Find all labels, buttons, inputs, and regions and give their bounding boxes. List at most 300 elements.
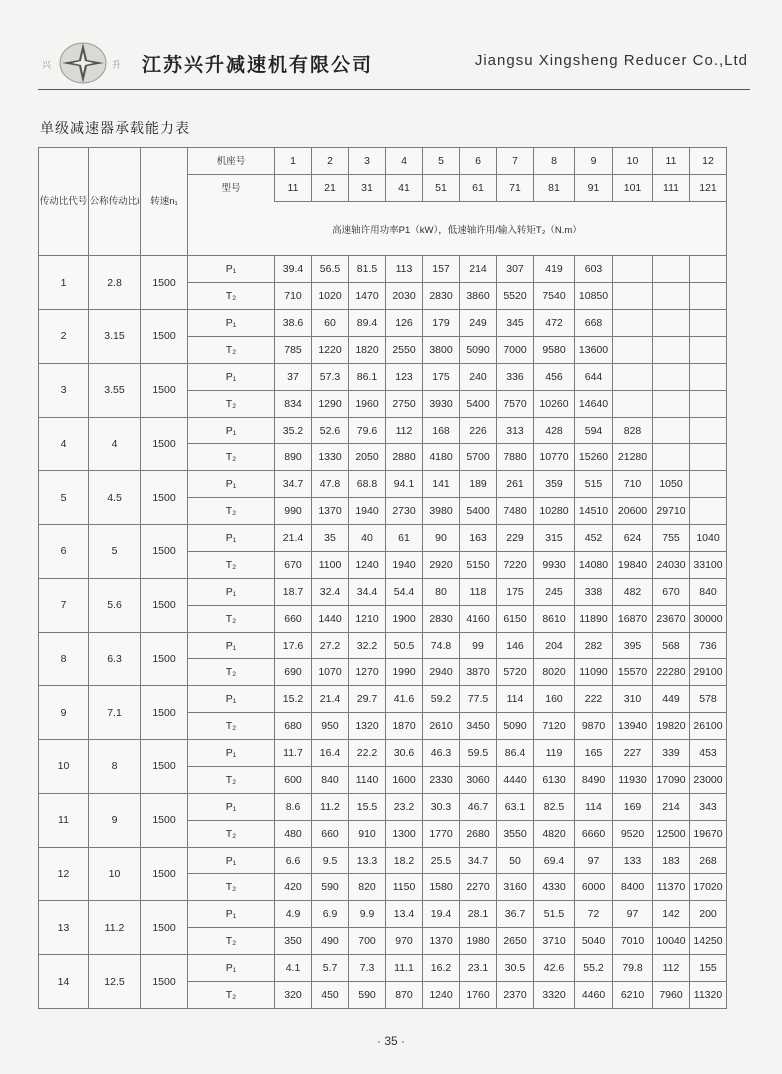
t2-value: 700 — [349, 928, 386, 955]
p1-value: 313 — [497, 417, 534, 444]
p1-value: 18.7 — [275, 578, 312, 605]
t2-value: 15260 — [575, 444, 613, 471]
p1-value: 200 — [690, 901, 727, 928]
t2-value: 2030 — [386, 283, 423, 310]
t2-value: 11370 — [653, 874, 690, 901]
nominal-ratio: 6.3 — [89, 632, 141, 686]
ratio-code: 1 — [39, 256, 89, 310]
input-speed: 1500 — [141, 363, 188, 417]
model-number: 41 — [386, 175, 423, 202]
t2-value: 7960 — [653, 981, 690, 1008]
t2-value: 1440 — [312, 605, 349, 632]
model-number: 91 — [575, 175, 613, 202]
t2-value: 350 — [275, 928, 312, 955]
t2-value: 22280 — [653, 659, 690, 686]
ratio-code: 13 — [39, 901, 89, 955]
t2-value — [690, 390, 727, 417]
table-row-p — [39, 686, 727, 713]
t2-value: 2650 — [497, 928, 534, 955]
model-number: 101 — [613, 175, 653, 202]
t2-value: 834 — [275, 390, 312, 417]
p1-value: 345 — [497, 310, 534, 337]
p1-label: P₁ — [188, 525, 275, 552]
t2-label: T₂ — [188, 820, 275, 847]
table-row-p — [39, 632, 727, 659]
p1-value: 214 — [460, 256, 497, 283]
p1-value: 240 — [460, 363, 497, 390]
frame-number: 2 — [312, 148, 349, 175]
p1-value: 69.4 — [534, 847, 575, 874]
t2-value: 2370 — [497, 981, 534, 1008]
p1-value: 4.9 — [275, 901, 312, 928]
t2-value: 2920 — [423, 551, 460, 578]
p1-label: P₁ — [188, 256, 275, 283]
p1-value — [690, 363, 727, 390]
t2-value: 1320 — [349, 713, 386, 740]
p1-value: 482 — [613, 578, 653, 605]
model-number: 21 — [312, 175, 349, 202]
p1-value: 28.1 — [460, 901, 497, 928]
p1-value: 6.6 — [275, 847, 312, 874]
nominal-ratio: 4.5 — [89, 471, 141, 525]
t2-value — [613, 336, 653, 363]
t2-value: 2730 — [386, 498, 423, 525]
t2-value: 1770 — [423, 820, 460, 847]
t2-value: 26100 — [690, 713, 727, 740]
p1-value: 112 — [653, 955, 690, 982]
company-logo-icon — [38, 40, 153, 86]
t2-value: 11930 — [613, 766, 653, 793]
t2-value: 1940 — [386, 551, 423, 578]
t2-value: 5150 — [460, 551, 497, 578]
p1-value: 261 — [497, 471, 534, 498]
p1-value: 42.6 — [534, 955, 575, 982]
frame-number: 4 — [386, 148, 423, 175]
t2-value: 4820 — [534, 820, 575, 847]
t2-value: 7570 — [497, 390, 534, 417]
t2-value: 21280 — [613, 444, 653, 471]
t2-value: 9520 — [613, 820, 653, 847]
t2-value: 5040 — [575, 928, 613, 955]
ratio-code: 10 — [39, 740, 89, 794]
page-header — [38, 36, 750, 90]
col-header-code: 传动比代号 — [39, 148, 89, 256]
p1-label: P₁ — [188, 686, 275, 713]
p1-value: 82.5 — [534, 793, 575, 820]
p1-value: 50.5 — [386, 632, 423, 659]
t2-value: 17090 — [653, 766, 690, 793]
t2-value: 1990 — [386, 659, 423, 686]
t2-value: 1290 — [312, 390, 349, 417]
p1-value: 36.7 — [497, 901, 534, 928]
t2-value: 890 — [275, 444, 312, 471]
t2-value: 19840 — [613, 551, 653, 578]
p1-value: 60 — [312, 310, 349, 337]
t2-value: 1240 — [349, 551, 386, 578]
t2-value: 3710 — [534, 928, 575, 955]
t2-value: 6150 — [497, 605, 534, 632]
col-header-speed: 转速n₁ — [141, 148, 188, 256]
t2-value: 1820 — [349, 336, 386, 363]
t2-value: 1150 — [386, 874, 423, 901]
logo-char-left: 兴 — [42, 61, 52, 71]
p1-value: 644 — [575, 363, 613, 390]
p1-value: 47.8 — [312, 471, 349, 498]
p1-value: 359 — [534, 471, 575, 498]
p1-value: 57.3 — [312, 363, 349, 390]
p1-value: 603 — [575, 256, 613, 283]
t2-value: 11090 — [575, 659, 613, 686]
t2-value: 1100 — [312, 551, 349, 578]
p1-value: 61 — [386, 525, 423, 552]
p1-value: 30.3 — [423, 793, 460, 820]
t2-value: 12500 — [653, 820, 690, 847]
ratio-code: 12 — [39, 847, 89, 901]
p1-value: 59.5 — [460, 740, 497, 767]
p1-value: 226 — [460, 417, 497, 444]
t2-value: 6210 — [613, 981, 653, 1008]
t2-value: 2610 — [423, 713, 460, 740]
t2-value: 5400 — [460, 390, 497, 417]
p1-value: 72 — [575, 901, 613, 928]
frame-number: 12 — [690, 148, 727, 175]
p1-value: 449 — [653, 686, 690, 713]
t2-value: 2680 — [460, 820, 497, 847]
p1-value: 1050 — [653, 471, 690, 498]
t2-value: 840 — [312, 766, 349, 793]
nominal-ratio: 5 — [89, 525, 141, 579]
t2-value: 14510 — [575, 498, 613, 525]
p1-value: 80 — [423, 578, 460, 605]
t2-value: 10040 — [653, 928, 690, 955]
model-number: 81 — [534, 175, 575, 202]
model-number: 11 — [275, 175, 312, 202]
page-number: · 35 · — [376, 1034, 405, 1048]
p1-value: 133 — [613, 847, 653, 874]
p1-label: P₁ — [188, 310, 275, 337]
t2-value: 2550 — [386, 336, 423, 363]
p1-value: 114 — [575, 793, 613, 820]
frame-number: 7 — [497, 148, 534, 175]
model-label: 型号 — [188, 175, 275, 202]
t2-value: 7220 — [497, 551, 534, 578]
t2-value: 670 — [275, 551, 312, 578]
input-speed: 1500 — [141, 740, 188, 794]
t2-label: T₂ — [188, 283, 275, 310]
input-speed: 1500 — [141, 901, 188, 955]
p1-value: 86.4 — [497, 740, 534, 767]
t2-label: T₂ — [188, 928, 275, 955]
t2-value: 10260 — [534, 390, 575, 417]
t2-value: 1600 — [386, 766, 423, 793]
p1-value: 11.2 — [312, 793, 349, 820]
p1-value: 395 — [613, 632, 653, 659]
p1-value: 315 — [534, 525, 575, 552]
p1-value: 222 — [575, 686, 613, 713]
p1-value: 168 — [423, 417, 460, 444]
t2-value: 1470 — [349, 283, 386, 310]
t2-value: 7540 — [534, 283, 575, 310]
p1-value: 30.6 — [386, 740, 423, 767]
t2-value: 2940 — [423, 659, 460, 686]
p1-value — [613, 310, 653, 337]
t2-value: 3930 — [423, 390, 460, 417]
ratio-code: 3 — [39, 363, 89, 417]
t2-value: 785 — [275, 336, 312, 363]
t2-value: 1220 — [312, 336, 349, 363]
p1-value: 268 — [690, 847, 727, 874]
t2-value: 13940 — [613, 713, 653, 740]
frame-number: 8 — [534, 148, 575, 175]
p1-value: 515 — [575, 471, 613, 498]
t2-value — [653, 444, 690, 471]
ratio-code: 7 — [39, 578, 89, 632]
p1-value: 214 — [653, 793, 690, 820]
p1-value: 710 — [613, 471, 653, 498]
t2-label: T₂ — [188, 444, 275, 471]
t2-value: 7120 — [534, 713, 575, 740]
t2-value: 14080 — [575, 551, 613, 578]
p1-value: 15.5 — [349, 793, 386, 820]
p1-value: 142 — [653, 901, 690, 928]
p1-value: 141 — [423, 471, 460, 498]
input-speed: 1500 — [141, 256, 188, 310]
table-row-p — [39, 847, 727, 874]
p1-value: 59.2 — [423, 686, 460, 713]
p1-value: 30.5 — [497, 955, 534, 982]
p1-value: 163 — [460, 525, 497, 552]
p1-value: 11.7 — [275, 740, 312, 767]
p1-value: 34.7 — [460, 847, 497, 874]
t2-value: 9580 — [534, 336, 575, 363]
t2-value: 1370 — [312, 498, 349, 525]
table-row-p — [39, 471, 727, 498]
p1-value: 227 — [613, 740, 653, 767]
p1-value — [690, 417, 727, 444]
input-speed: 1500 — [141, 417, 188, 471]
p1-value: 51.5 — [534, 901, 575, 928]
input-speed: 1500 — [141, 793, 188, 847]
p1-value: 79.8 — [613, 955, 653, 982]
p1-value: 229 — [497, 525, 534, 552]
t2-value: 950 — [312, 713, 349, 740]
p1-value: 50 — [497, 847, 534, 874]
t2-value: 990 — [275, 498, 312, 525]
p1-value: 16.2 — [423, 955, 460, 982]
t2-value: 2750 — [386, 390, 423, 417]
t2-value: 590 — [349, 981, 386, 1008]
p1-value: 23.2 — [386, 793, 423, 820]
frame-number: 3 — [349, 148, 386, 175]
p1-value: 56.5 — [312, 256, 349, 283]
t2-value: 5090 — [497, 713, 534, 740]
t2-value: 710 — [275, 283, 312, 310]
p1-value: 840 — [690, 578, 727, 605]
p1-value: 670 — [653, 578, 690, 605]
p1-value: 175 — [423, 363, 460, 390]
t2-value: 6660 — [575, 820, 613, 847]
frame-number: 6 — [460, 148, 497, 175]
t2-value: 10280 — [534, 498, 575, 525]
frame-header-row — [39, 148, 727, 175]
t2-value: 1330 — [312, 444, 349, 471]
t2-value: 820 — [349, 874, 386, 901]
nominal-ratio: 12.5 — [89, 955, 141, 1009]
p1-value: 17.6 — [275, 632, 312, 659]
p1-value: 99 — [460, 632, 497, 659]
t2-label: T₂ — [188, 766, 275, 793]
t2-value: 1870 — [386, 713, 423, 740]
section-title: 单级减速器承载能力表 — [40, 121, 190, 137]
t2-value: 690 — [275, 659, 312, 686]
p1-value: 112 — [386, 417, 423, 444]
t2-value: 480 — [275, 820, 312, 847]
p1-value: 18.2 — [386, 847, 423, 874]
t2-value: 9870 — [575, 713, 613, 740]
t2-value — [690, 336, 727, 363]
ratio-code: 4 — [39, 417, 89, 471]
input-speed: 1500 — [141, 525, 188, 579]
p1-value: 8.6 — [275, 793, 312, 820]
t2-value: 5400 — [460, 498, 497, 525]
p1-value: 21.4 — [275, 525, 312, 552]
t2-value: 13600 — [575, 336, 613, 363]
t2-label: T₂ — [188, 605, 275, 632]
t2-value: 680 — [275, 713, 312, 740]
input-speed: 1500 — [141, 955, 188, 1009]
p1-value: 568 — [653, 632, 690, 659]
t2-value: 8400 — [613, 874, 653, 901]
t2-value — [653, 336, 690, 363]
p1-value: 828 — [613, 417, 653, 444]
t2-label: T₂ — [188, 390, 275, 417]
t2-value: 600 — [275, 766, 312, 793]
t2-value: 2050 — [349, 444, 386, 471]
t2-value: 590 — [312, 874, 349, 901]
t2-value: 11890 — [575, 605, 613, 632]
p1-value: 123 — [386, 363, 423, 390]
t2-value: 5700 — [460, 444, 497, 471]
p1-value: 13.4 — [386, 901, 423, 928]
t2-value: 8020 — [534, 659, 575, 686]
t2-value: 2830 — [423, 283, 460, 310]
p1-value: 35 — [312, 525, 349, 552]
ratio-code: 5 — [39, 471, 89, 525]
p1-value: 16.4 — [312, 740, 349, 767]
p1-value: 594 — [575, 417, 613, 444]
nominal-ratio: 8 — [89, 740, 141, 794]
p1-value — [653, 417, 690, 444]
t2-value: 3860 — [460, 283, 497, 310]
company-name-cn: 江苏兴升减速机有限公司 — [142, 54, 374, 76]
t2-value: 8490 — [575, 766, 613, 793]
t2-value: 8610 — [534, 605, 575, 632]
t2-value: 1980 — [460, 928, 497, 955]
input-speed: 1500 — [141, 578, 188, 632]
t2-value: 1580 — [423, 874, 460, 901]
t2-value: 1940 — [349, 498, 386, 525]
ratio-code: 14 — [39, 955, 89, 1009]
t2-value: 1900 — [386, 605, 423, 632]
p1-value: 189 — [460, 471, 497, 498]
model-number: 71 — [497, 175, 534, 202]
t2-value: 5720 — [497, 659, 534, 686]
model-number: 121 — [690, 175, 727, 202]
p1-value: 27.2 — [312, 632, 349, 659]
p1-value: 29.7 — [349, 686, 386, 713]
t2-value: 3160 — [497, 874, 534, 901]
t2-label: T₂ — [188, 713, 275, 740]
t2-value: 3980 — [423, 498, 460, 525]
t2-label: T₂ — [188, 981, 275, 1008]
frame-number: 10 — [613, 148, 653, 175]
p1-value: 282 — [575, 632, 613, 659]
model-number: 111 — [653, 175, 690, 202]
model-number: 31 — [349, 175, 386, 202]
table-note: 高速轴许用功率P1（kW），低速轴许用/输入转矩T₂（N.m） — [188, 202, 727, 256]
p1-value: 165 — [575, 740, 613, 767]
t2-value: 4180 — [423, 444, 460, 471]
p1-value: 169 — [613, 793, 653, 820]
table-row-p — [39, 363, 727, 390]
p1-label: P₁ — [188, 955, 275, 982]
t2-value: 19670 — [690, 820, 727, 847]
t2-value: 11320 — [690, 981, 727, 1008]
p1-value: 74.8 — [423, 632, 460, 659]
p1-value: 157 — [423, 256, 460, 283]
t2-value: 490 — [312, 928, 349, 955]
input-speed: 1500 — [141, 471, 188, 525]
t2-value: 420 — [275, 874, 312, 901]
t2-value: 33100 — [690, 551, 727, 578]
t2-value: 2880 — [386, 444, 423, 471]
p1-value: 39.4 — [275, 256, 312, 283]
p1-value: 183 — [653, 847, 690, 874]
ratio-code: 8 — [39, 632, 89, 686]
p1-value: 338 — [575, 578, 613, 605]
t2-value: 9930 — [534, 551, 575, 578]
p1-value: 179 — [423, 310, 460, 337]
t2-value: 2830 — [423, 605, 460, 632]
ratio-code: 6 — [39, 525, 89, 579]
t2-value — [653, 283, 690, 310]
t2-value: 10770 — [534, 444, 575, 471]
t2-value: 7480 — [497, 498, 534, 525]
p1-value: 419 — [534, 256, 575, 283]
p1-value: 9.5 — [312, 847, 349, 874]
t2-label: T₂ — [188, 498, 275, 525]
t2-value: 29710 — [653, 498, 690, 525]
t2-value: 1370 — [423, 928, 460, 955]
p1-label: P₁ — [188, 901, 275, 928]
p1-value: 118 — [460, 578, 497, 605]
t2-value: 1240 — [423, 981, 460, 1008]
t2-value: 870 — [386, 981, 423, 1008]
p1-value: 34.4 — [349, 578, 386, 605]
t2-value: 4440 — [497, 766, 534, 793]
table-row-p — [39, 256, 727, 283]
p1-value: 155 — [690, 955, 727, 982]
t2-value: 450 — [312, 981, 349, 1008]
p1-value: 46.3 — [423, 740, 460, 767]
table-row-p — [39, 578, 727, 605]
p1-value: 77.5 — [460, 686, 497, 713]
t2-value: 2330 — [423, 766, 460, 793]
p1-value: 624 — [613, 525, 653, 552]
p1-label: P₁ — [188, 632, 275, 659]
model-number: 51 — [423, 175, 460, 202]
nominal-ratio: 10 — [89, 847, 141, 901]
